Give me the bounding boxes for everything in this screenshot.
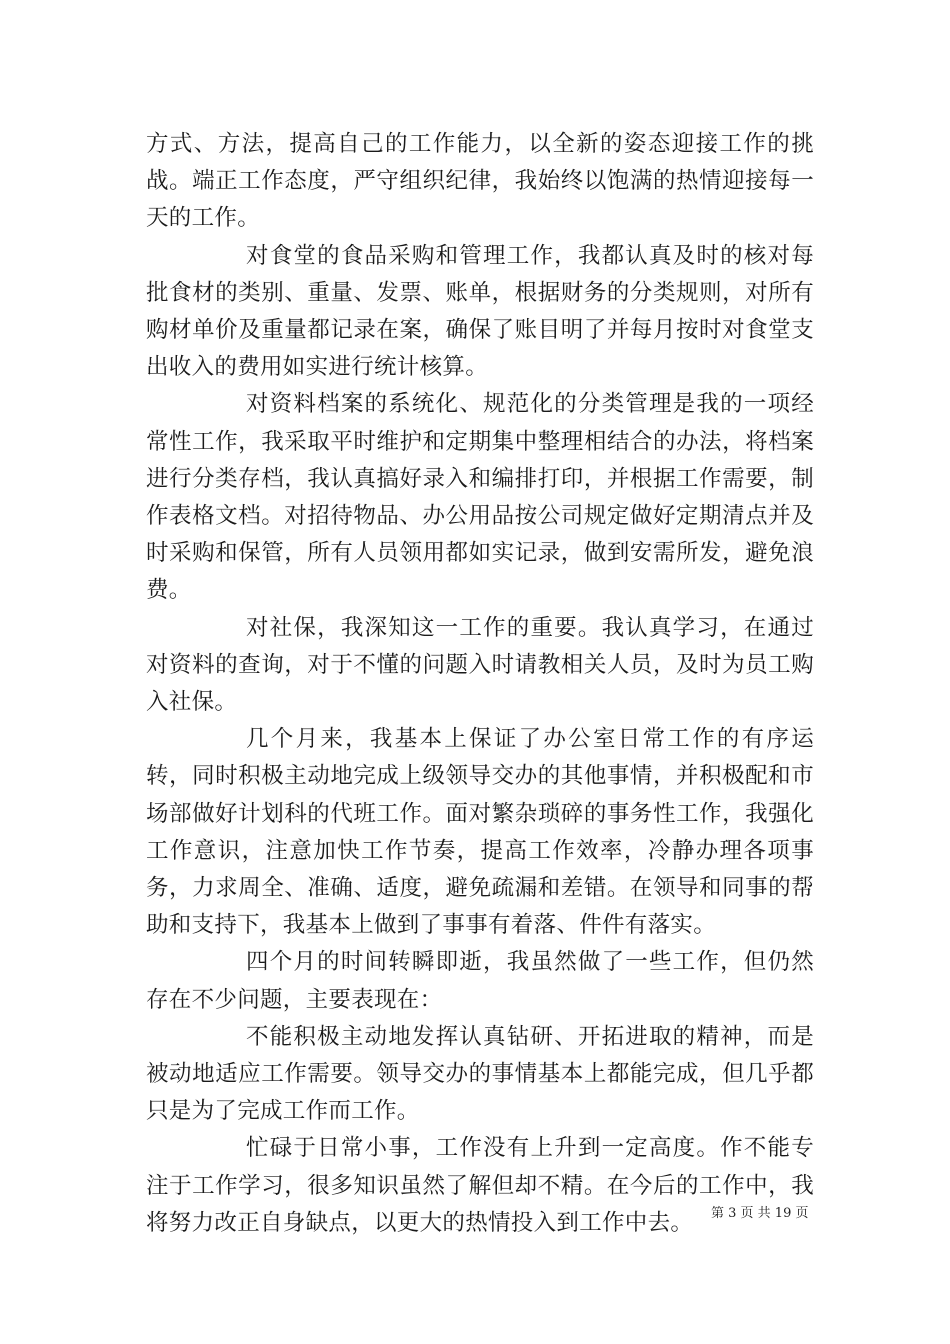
paragraph-1: 方式、方法，提高自己的工作能力，以全新的姿态迎接工作的挑战。端正工作态度，严守组织纪律，我始终以饱满的热情迎接每一天的工作。 <box>146 131 814 232</box>
paragraph-6: 四个月的时间转瞬即逝，我虽然做了一些工作，但仍然存在不少问题，主要表现在： <box>146 949 814 1013</box>
paragraph-8: 忙碌于日常小事，工作没有上升到一定高度。作不能专注于工作学习，很多知识虽然了解但却不精。在今后的工作中，我将努力改正自身缺点，以更大的热情投入到工作中去。 <box>146 1135 814 1236</box>
paragraph-2: 对食堂的食品采购和管理工作，我都认真及时的核对每批食材的类别、重量、发票、账单，根据财务的分类规则，对所有购材单价及重量都记录在案，确保了账目明了并每月按时对食堂支出收入的费用如实进行统计核算。 <box>146 242 814 381</box>
document-body <box>146 126 814 1242</box>
page-number: 第 3 页 共 19 页 <box>711 1206 809 1221</box>
paragraph-3: 对资料档案的系统化、规范化的分类管理是我的一项经常性工作，我采取平时维护和定期集中整理相结合的办法，将档案进行分类存档，我认真搞好录入和编排打印，并根据工作需要，制作表格文档。对招待物品、办公用品按公司规定做好定期清点并及时采购和保管，所有人员领用都如实记录，做到安需所发，避免浪费。 <box>146 391 814 604</box>
paragraph-4: 对社保，我深知这一工作的重要。我认真学习，在通过对资料的查询，对于不懂的问题入时请教相关人员，及时为员工购入社保。 <box>146 614 814 716</box>
paragraph-5: 几个月来，我基本上保证了办公室日常工作的有序运转，同时积极主动地完成上级领导交办的其他事情，并积极配和市场部做好计划科的代班工作。面对繁杂琐碎的事务性工作，我强化工作意识，注意加快工作节奏，提高工作效率，冷静办理各项事务，力求周全、准确、适度，避免疏漏和差错。在领导和同事的帮助和支持下，我基本上做到了事事有着落、件件有落实。 <box>146 726 814 939</box>
paragraph-7: 不能积极主动地发挥认真钻研、开拓进取的精神，而是被动地适应工作需要。领导交办的事情基本上都能完成，但几乎都只是为了完成工作而工作。 <box>146 1023 814 1125</box>
